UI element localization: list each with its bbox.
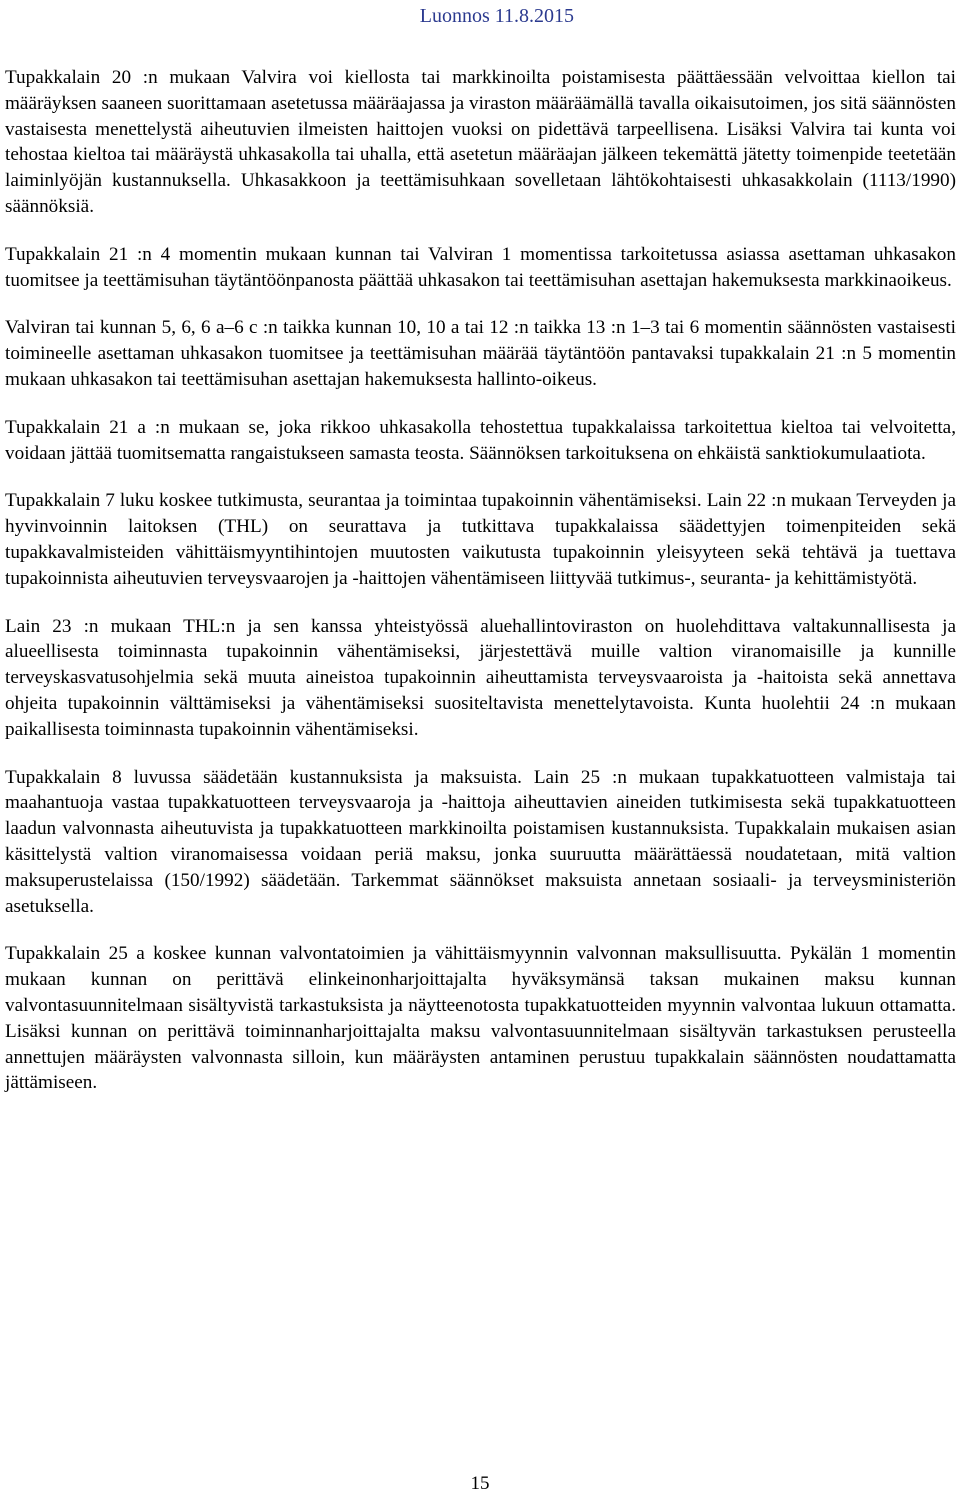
paragraph-section-21a: Tupakkalain 21 a :n mukaan se, joka rikkoo uhkasakolla tehostettua tupakkalaissa tarkoitettua kieltoa tai velvoitetta, voidaan jättää tuomitsematta rangaistukseen samasta teosta. Säännöksen tarkoituksena on ehkäistä sanktiokumulaatiota. — [5, 416, 956, 464]
paragraph-section-21-moment-5: Valviran tai kunnan 5, 6, 6 a–6 c :n taikka kunnan 10, 10 a tai 12 :n taikka 13 :n 1–3 tai 6 momentin säännösten vastaisesti toimineelle asettaman uhkasakon tuomitsee ja teettämisuhan määrää täytäntöön pantavaksi tupakkalain 21 :n 5 momentin mukaan uhkasakon tai teettämisuhan asettajan hakemuksesta hallinto-oikeus. — [5, 317, 956, 390]
paragraph-section-21-moment-4: Tupakkalain 21 :n 4 momentin mukaan kunnan tai Valviran 1 momentissa tarkoitetussa asiassa asettaman uhkasakon tuomitsee ja teettämisuhan täytäntöönpanosta päättää uhkasakon tai teettämisuhan asettajan hakemuksesta markkinaoikeus. — [5, 243, 956, 291]
paragraph-chapter-8: Tupakkalain 8 luvussa säädetään kustannuksista ja maksuista. Lain 25 :n mukaan tupakkatuotteen valmistaja tai maahantuoja vastaa tupakkatuotteen terveysvaaroja ja -haittoja aiheuttavien aineiden tutkimisesta sekä tupakkatuotteen laadun valvonnasta aiheutuvista ja tupakkatuotteen markkinoilta poistamisen kustannuksista. Tupakkalain mukaisen asian käsittelystä valtion viranomaisessa voidaan periä maksu, jonka suuruutta määrättäessä noudatetaan, mitä valtion maksuperustelaissa (150/1992) säädetään. Tarkemmat säännökset maksuista annetaan sosiaali- ja terveysministeriön asetuksella. — [5, 766, 956, 917]
paragraph-section-25a: Tupakkalain 25 a koskee kunnan valvontatoimien ja vähittäismyynnin valvonnan maksullisuutta. Pykälän 1 momentin mukaan kunnan on perittävä elinkeinonharjoittajalta hyväksymänsä taksan mukainen maksu kunnan valvontasuunnitelmaan sisältyvistä tarkastuksista ja näytteenotosta tupakkatuotteiden myynnin valvontaa lukuun ottamatta. Lisäksi kunnan on perittävä toiminnanharjoittajalta maksu valvontasuunnitelmaan sisältyvän tarkastuksen perusteella annettujen määräysten valvonnasta silloin, kun määräysten antaminen perustuu tupakkalain säännösten noudattamatta jättämiseen. — [5, 943, 956, 1094]
page-number: 15 — [470, 1473, 490, 1494]
paragraph-section-23: Lain 23 :n mukaan THL:n ja sen kanssa yhteistyössä aluehallintoviraston on huolehdittava valtakunnallisesta ja alueellisesta toiminnasta tupakoinnin vähentämiseksi, järjestettävä muille valtion viranomaisille ja kunnille terveyskasvatusohjelmia sekä muuta aineistoa tupakoinnin aiheuttamista terveysvaaroista ja -haitoista sekä annettava ohjeita tupakoinnin välttämiseksi ja vähentämiseksi suositeltavista menettelytavoista. Kunta huolehtii 24 :n mukaan paikallisesta toiminnasta tupakoinnin vähentämiseksi. — [5, 615, 956, 740]
document-body — [5, 65, 956, 1118]
paragraph-section-20: Tupakkalain 20 :n mukaan Valvira voi kiellosta tai markkinoilta poistamisesta päättäessään velvoittaa kiellon tai määräyksen saaneen suorittamaan asetetussa määräajassa ja viraston määräämällä tavalla oikaisutoimen, jos sitä säännösten vastaisesta menettelystä aiheutuvien ilmeisten haittojen vuoksi on pidettävä tarpeellisena. Lisäksi Valvira tai kunta voi tehostaa kieltoa tai määräystä uhkasakolla tai uhalla, että asetetun määräajan jälkeen tekemättä jätetty toimenpide teetetään laiminlyöjän kustannuksella. Uhkasakkoon ja teettämisuhkaan sovelletaan lähtökohtaisesti uhkasakkolain (1113/1990) säännöksiä. — [5, 67, 956, 217]
draft-date-header: Luonnos 11.8.2015 — [419, 5, 574, 27]
paragraph-chapter-7: Tupakkalain 7 luku koskee tutkimusta, seurantaa ja toimintaa tupakoinnin vähentämiseksi. Lain 22 :n mukaan Terveyden ja hyvinvoinnin laitoksen (THL) on seurattava ja tutkittava tupakkalaissa säädettyjen toimenpiteiden sekä tupakkavalmisteiden vähittäismyyntihintojen muutosten vaikutusta tupakoinnin yleisyyteen sekä tehtävä ja tuettava tupakoinnista aiheutuvien terveysvaarojen ja -haittojen vähentämiseen liittyvää tutkimus-, seuranta- ja kehittämistyötä. — [5, 490, 956, 589]
